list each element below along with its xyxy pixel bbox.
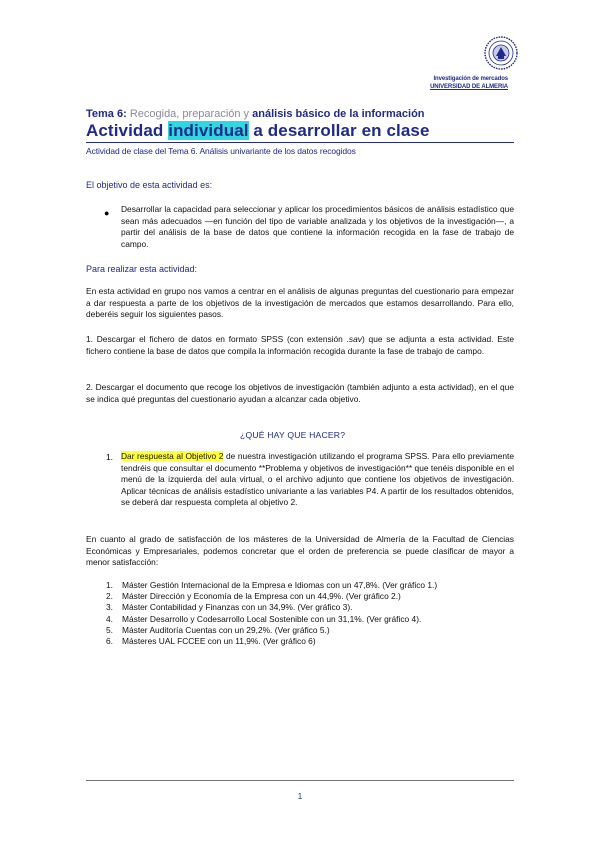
title-post: a desarrollar en clase <box>248 121 430 140</box>
topic-title-part2: análisis básico de la información <box>252 108 425 120</box>
institution-header <box>430 75 508 91</box>
list-item-text: Másteres UAL FCCEE con un 11,9%. (Ver gráfico 6) <box>122 635 316 646</box>
list-item-text: Máster Desarrollo y Codesarrollo Local Sostenible con un 31,1%. (Ver gráfico 4). <box>122 613 422 624</box>
university-seal-logo <box>484 36 518 70</box>
page-number: 1 <box>297 792 303 801</box>
procedure-paragraph-1: En esta actividad en grupo nos vamos a centrar en el análisis de algunas preguntas del cuestionario para empezar a dar respuesta a parte de los objetivos de la investigación de mercados que estamos desarrollando. Para ello, deberéis seguir los siguientes pasos. <box>86 286 514 320</box>
list-item <box>86 591 514 602</box>
procedure-paragraph-3: 2. Descargar el documento que recoge los objetivos de investigación (también adjunto a esta actividad), en el que se indica qué preguntas del cuestionario ayudan a alcanzar cada objetivo. <box>86 382 514 404</box>
list-item-number: 5. <box>106 624 113 635</box>
objective-heading: El objetivo de esta actividad es: <box>86 180 213 190</box>
page-title <box>86 121 430 141</box>
list-item-number: 4. <box>106 613 113 624</box>
procedure-paragraph-2 <box>86 334 514 357</box>
topic-title-part1: Recogida, preparación y <box>126 108 253 120</box>
list-item-number: 2. <box>106 591 113 602</box>
header-university: UNIVERSIDAD DE ALMERIA <box>430 84 508 90</box>
task-highlight: Dar respuesta al Objetivo 2 <box>121 451 224 461</box>
list-item <box>86 614 514 625</box>
list-item-text: Máster Contabilidad y Finanzas con un 34,9%. (Ver gráfico 3). <box>122 602 353 613</box>
list-item <box>86 602 514 613</box>
satisfaction-intro: En cuanto al grado de satisfacción de los másteres de la Universidad de Almería de la Facultad de Ciencias Económicas y Empresariales, podemos concretar que el orden de preferencia se puede clasificar de mayor a menor satisfacción: <box>86 534 514 568</box>
list-item-number: 1. <box>106 580 113 590</box>
footer-divider <box>86 780 514 781</box>
procedure-p2-pre: 1. Descargar el fichero de datos en formato SPSS (con extensión <box>86 334 347 344</box>
title-divider <box>86 142 514 143</box>
procedure-heading: Para realizar esta actividad: <box>86 264 198 274</box>
bullet-marker: ● <box>104 208 110 218</box>
task-text <box>121 451 514 509</box>
objective-bullet-text: Desarrollar la capacidad para seleccionar y aplicar los procedimientos básicos de análisis estadístico que sean más adecuados —en función del tipo de variable analizada y los objetivos de la investigación—, a partir del análisis de la base de datos que contiene la información recogida en la fase de trabajo de campo. <box>121 204 514 249</box>
list-item <box>86 580 514 591</box>
list-item <box>86 625 514 636</box>
topic-heading <box>86 108 425 120</box>
header-department: Investigación de mercados <box>433 76 508 82</box>
task-body: de nuestra investigación utilizando el programa SPSS. Para ello previamente tendréis que consultar el documento **Problema y objetivos de investigación** que tenéis disponible en el menú de la izquierda del aula virtual, o el archivo adjunto que contiene los objetivos de investigación. Aplicar técnicas de análisis estadístico univariante a las variables P4. A partir de los resultados obtenidos, se deberá dar respuesta completa al objetivo 2. <box>121 451 514 508</box>
task-number: 1. <box>106 452 113 462</box>
topic-label: Tema 6: <box>86 108 127 120</box>
procedure-p2-ext: .sav <box>346 334 362 344</box>
list-item-number: 6. <box>106 635 113 646</box>
task-heading: ¿QUÉ HAY QUE HACER? <box>240 430 346 440</box>
list-item-text: Máster Gestión Internacional de la Empresa e Idiomas con un 47,8%. (Ver gráfico 1.) <box>122 580 438 590</box>
title-highlight: individual <box>168 121 249 140</box>
procedure-p2-post: ) que se adjunta a esta actividad. Este fichero contiene la base de datos que compila la información recogida durante la fase de trabajo de campo. <box>86 334 514 356</box>
satisfaction-list <box>86 580 514 647</box>
list-item <box>86 636 514 647</box>
list-item-text: Máster Dirección y Economía de la Empresa con un 44,9%. (Ver gráfico 2.) <box>122 591 401 602</box>
title-pre: Actividad <box>86 121 169 140</box>
list-item-number: 3. <box>106 602 113 613</box>
page-subtitle: Actividad de clase del Tema 6. Análisis univariante de los datos recogidos <box>86 146 356 156</box>
list-item-text: Máster Auditoría Cuentas con un 29,2%. (Ver gráfico 5.) <box>122 624 330 635</box>
